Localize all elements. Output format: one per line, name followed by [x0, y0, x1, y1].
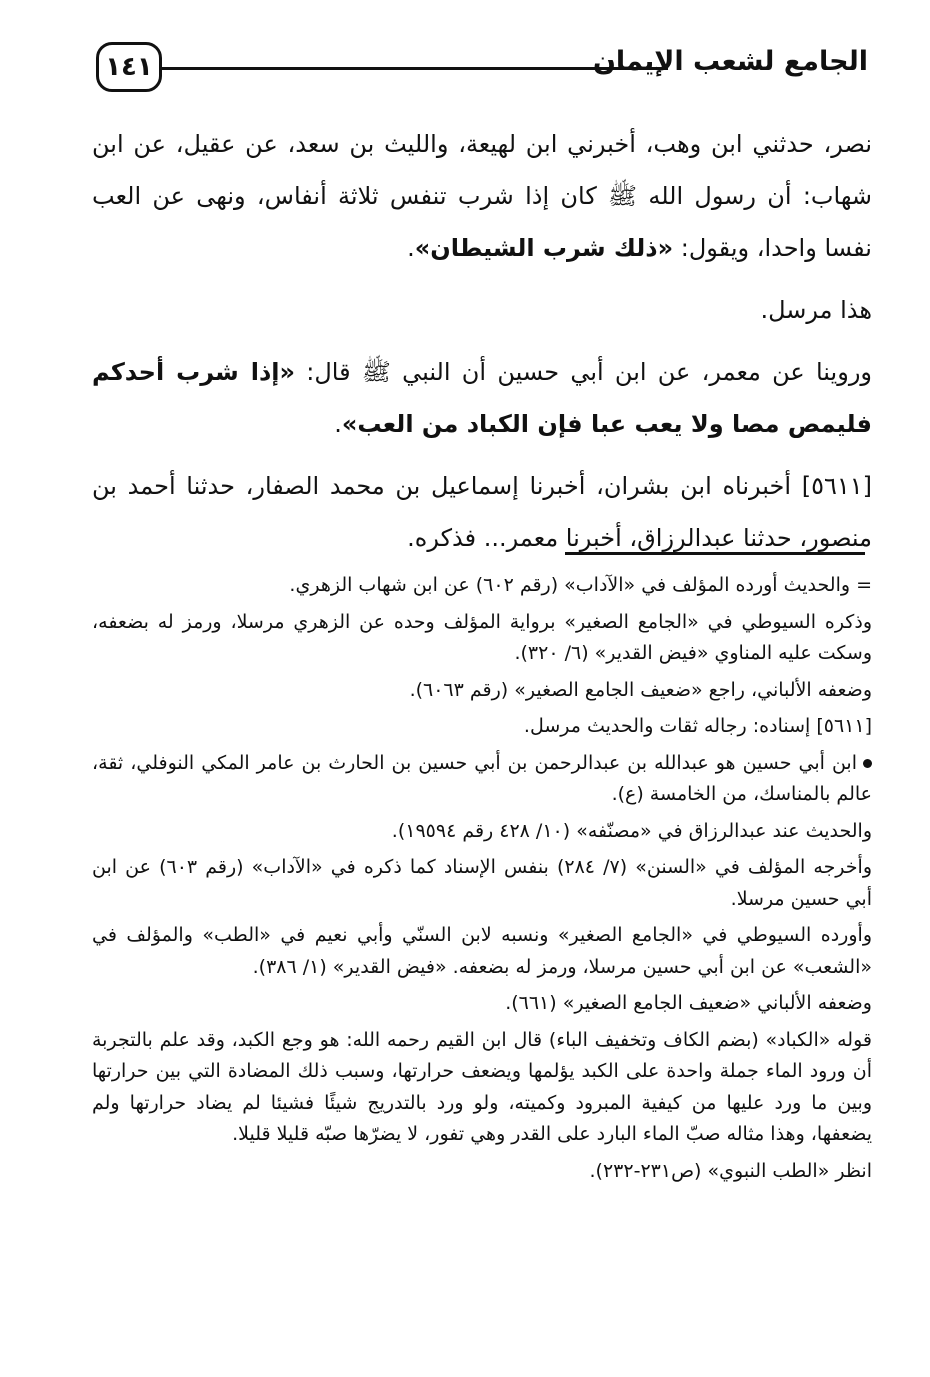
- footnote-11: انظر «الطب النبوي» (ص٢٣١-٢٣٢).: [589, 1159, 872, 1182]
- footnote-4: [٥٦١١] إسناده: رجاله ثقات والحديث مرسل.: [523, 715, 872, 737]
- paragraph-isnad: [٥٦١١] أخبرناه ابن بشران، أخبرنا إسماعيل بن محمد الصفار، حدثنا أحمد بن منصور، حدثنا عبدالرزاق، أخبرنا معمر... فذكره.: [92, 472, 872, 552]
- footnote-3: وضعفه الألباني، راجع «ضعيف الجامع الصغير» (رقم ٦٠٦٣).: [409, 678, 872, 701]
- footnote-9: وضعفه الألباني «ضعيف الجامع الصغير» (٦٦١).: [505, 992, 872, 1014]
- footnotes: [92, 570, 872, 1192]
- running-title: الجامع لشعب الإيمان: [592, 46, 868, 77]
- paragraph-hadith-1-text: نصر، حدثني ابن وهب، أخبرني ابن لهيعة، والليث بن سعد، عن عقيل، عن ابن شهاب: أن رسول الله ﷺ كان إذا شرب تنفس ثلاثة أنفاس، ونهى عن العب نفسا واحدا، ويقول:: [92, 130, 872, 262]
- paragraph-hadith-2-text: وروينا عن معمر، عن ابن أبي حسين أن النبي ﷺ قال:: [306, 358, 872, 386]
- paragraph-hadith-2-end: .: [334, 410, 342, 438]
- prophetic-quote-1: «ذلك شرب الشيطان»: [414, 234, 674, 262]
- footnote-5-text: ابن أبي حسين هو عبدالله بن عبدالرحمن بن أبي حسين بن الحارث بن عامر المكي النوفلي، ثقة، عالم بالمناسك، من الخامسة (ع).: [92, 751, 872, 805]
- bullet-icon: [863, 759, 872, 768]
- footnote-8: وأورده السيوطي في «الجامع الصغير» ونسبه لابن السنّي وأبي نعيم في «الطب» والمؤلف في «الشعب» عن ابن أبي حسين مرسلا، ورمز له بضعفه. «فيض القدير» (١/ ٣٨٦).: [92, 924, 872, 978]
- footnote-1: = والحديث أورده المؤلف في «الآداب» (رقم ٦٠٢) عن ابن شهاب الزهري.: [289, 574, 872, 596]
- footnote-2: وذكره السيوطي في «الجامع الصغير» برواية المؤلف وحده عن الزهري مرسلا، ورمز له بضعفه، وسكت عليه المناوي «فيض القدير» (٦/ ٣٢٠).: [92, 610, 872, 664]
- footnote-separator: [565, 552, 865, 555]
- page-header: [96, 38, 868, 102]
- footnote-5: [92, 748, 872, 811]
- paragraph-hadith-1-end: .: [407, 234, 415, 262]
- paragraph-hadith-2: [92, 346, 872, 450]
- footnote-6: والحديث عند عبدالرزاق في «مصنّفه» (١٠/ ٤٢٨ رقم ١٩٥٩٤).: [391, 819, 872, 842]
- prophetic-quote-2: «إذا شرب أحدكم فليمص مصا ولا يعب عبا فإن الكباد من العب»: [92, 358, 872, 438]
- page-number: ١٤١: [96, 42, 162, 92]
- footnote-7: وأخرجه المؤلف في «السنن» (٧/ ٢٨٤) بنفس الإسناد كما ذكره في «الآداب» (رقم ٦٠٣) عن ابن أبي حسين مرسلا.: [92, 856, 872, 910]
- paragraph-hadith-1: [92, 118, 872, 274]
- paragraph-ruling: هذا مرسل.: [760, 296, 872, 324]
- main-text: [92, 118, 872, 574]
- footnote-10: قوله «الكباد» (بضم الكاف وتخفيف الباء) قال ابن القيم رحمه الله: هو وجع الكبد، وقد علم بالتجربة أن ورود الماء جملة واحدة على الكبد يؤلمها ويضعف حرارتها، وسبب ذلك المضادة التي بين حرارتها وبين ما ورد عليها من كيفية المبرود وكميته، ولو ورد بالتدريج شيئًا فشيئا لم يضاد حرارتها ولم يضعفها، وهذا مثاله صبّ الماء البارد على القدر وهي تفور، لا يضرّها صبّه قليلا قليلا.: [92, 1028, 872, 1145]
